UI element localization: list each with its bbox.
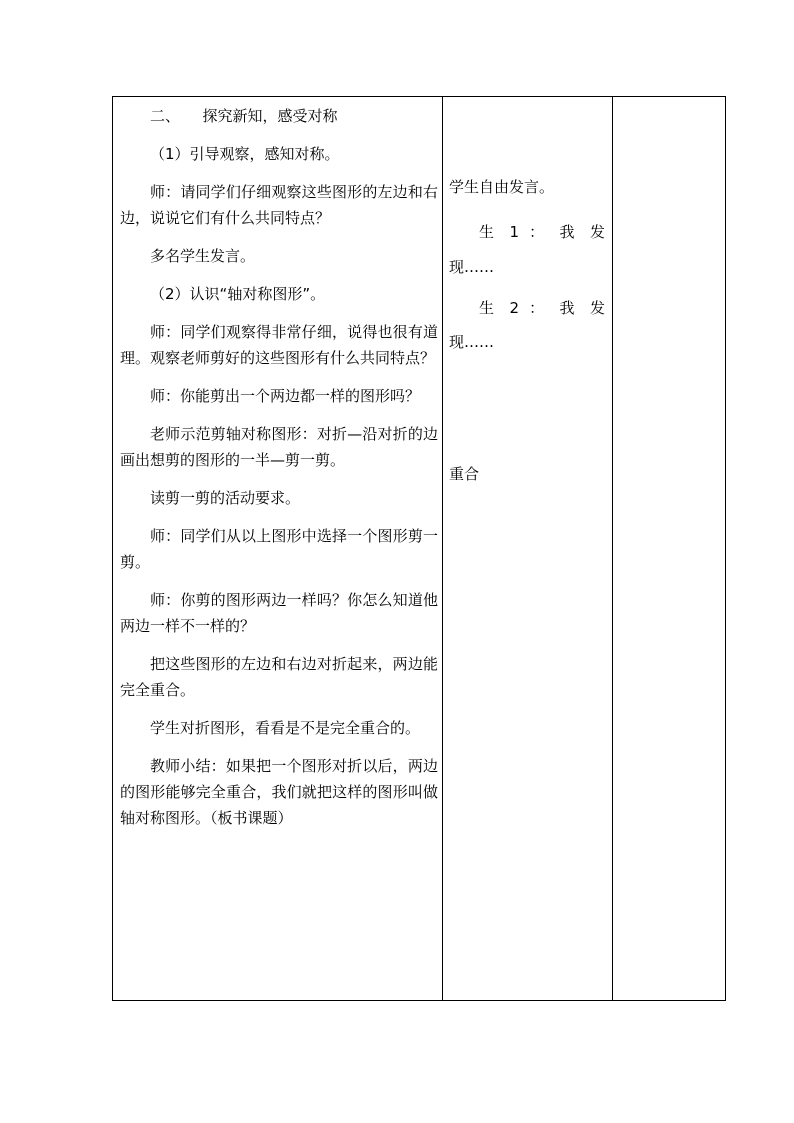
- teacher-paragraph: 师：请同学们仔细观察这些图形的左边和右边，说说它们有什么共同特点？: [120, 183, 438, 227]
- teacher-paragraph: 读剪一剪的活动要求。: [150, 489, 301, 507]
- teacher-paragraph: 学生对折图形，看看是不是完全重合的。: [150, 719, 421, 737]
- teacher-paragraph: 把这些图形的左边和右边对折起来，两边能完全重合。: [120, 655, 438, 699]
- teacher-paragraph: 二、 探究新知，感受对称: [150, 107, 338, 125]
- teacher-paragraph: （1）引导观察，感知对称。: [150, 145, 340, 163]
- teacher-paragraph: 师：你剪的图形两边一样吗？你怎么知道他两边一样不一样的？: [120, 591, 438, 635]
- teacher-activity-column: [113, 97, 442, 831]
- teacher-paragraph: 师：同学们从以上图形中选择一个图形剪一剪。: [120, 527, 438, 571]
- student-free-speech: 学生自由发言。: [449, 178, 555, 196]
- student1-line1: 生 1 ： 我 发: [479, 223, 605, 241]
- teacher-paragraph: （2）认识“轴对称图形”。: [150, 285, 326, 303]
- student-overlap-note: 重合: [449, 465, 480, 483]
- teacher-paragraph: 师：同学们观察得非常仔细，说得也很有道理。观察老师剪好的这些图形有什么共同特点？: [120, 323, 438, 367]
- column-divider-1: [442, 97, 443, 1000]
- teacher-paragraph: 师：你能剪出一个两边都一样的图形吗？: [150, 387, 421, 405]
- teacher-paragraph: 老师示范剪轴对称图形：对折—沿对折的边画出想剪的图形的一半—剪一剪。: [120, 425, 438, 469]
- student1-line2: 现……: [449, 258, 495, 276]
- student2-line1: 生 2 ： 我 发: [479, 299, 605, 317]
- student2-line2: 现……: [449, 333, 495, 351]
- teacher-paragraph: 多名学生发言。: [150, 247, 256, 265]
- lesson-table: [112, 96, 726, 1001]
- teacher-paragraph: 教师小结：如果把一个图形对折以后，两边的图形能够完全重合，我们就把这样的图形叫做轴对称图形。（板书课题）: [120, 757, 438, 827]
- column-divider-2: [612, 97, 613, 1000]
